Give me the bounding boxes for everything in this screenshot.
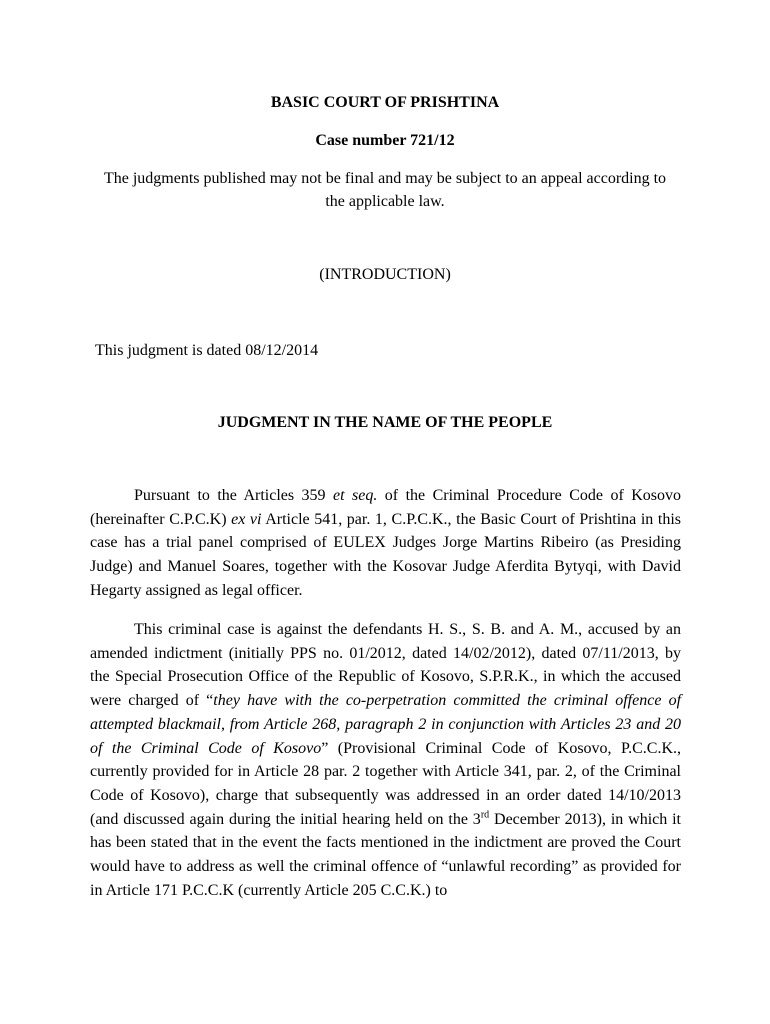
paragraph-text: December 2013), in which it has been stated that in the event the facts mentioned in the indictment are proved the Court would have to address as well the criminal offence of “unlawful recording” as provided for in Article 171 P.C.C.K (currently Article 205 C.C.K.) to bbox=[90, 810, 682, 899]
paragraph-text: ” (Provisional Criminal Code of Kosovo, P.C.C.K., currently provided for in Article 28 par. 2 together with Article 341, par. 2, of the Criminal Code of Kosovo), charge that subsequently was addressed in an order dated 14/10/2013 (and discussed again during the initial hearing held on the 3 bbox=[90, 739, 682, 828]
judgment-heading: JUDGMENT IN THE NAME OF THE PEOPLE bbox=[217, 414, 553, 431]
paragraph-italic-text: ex vi bbox=[231, 510, 262, 528]
paragraph-text: Pursuant to the Articles 359 bbox=[134, 487, 334, 504]
paragraph-panel-composition bbox=[90, 484, 681, 603]
paragraph-italic-text: et seq. bbox=[333, 487, 378, 504]
paragraph-case-against-defendants bbox=[90, 618, 681, 902]
ordinal-superscript: rd bbox=[480, 809, 490, 821]
paragraph-italic-quote: they have with the co-perpetration committed the criminal offence of attempted blackmail, from Article 268, paragraph 2 in conjunction with Articles 23 and 20 of the Criminal Code of Kosovo bbox=[90, 692, 682, 757]
paragraph-text: of the Criminal Procedure Code of Kosovo (hereinafter C.P.C.K) bbox=[90, 487, 681, 528]
publication-disclaimer: The judgments published may not be final and may be subject to an appeal according to the applicable law. bbox=[103, 170, 667, 210]
judgment-date-line: This judgment is dated 08/12/2014 bbox=[95, 342, 319, 359]
introduction-label: (INTRODUCTION) bbox=[319, 266, 451, 283]
paragraph-text: Article 541, par. 1, C.P.C.K., the Basic Court of Prishtina in this case has a trial panel comprised of EULEX Judges Jorge Martins Ribeiro (as Presiding Judge) and Manuel Soares, together with the Kosovar Judge Aferdita Bytyqi, with David Hegarty assigned as legal officer. bbox=[90, 510, 681, 599]
court-title: BASIC COURT OF PRISHTINA bbox=[270, 94, 500, 111]
paragraph-text: This criminal case is against the defendants H. S., S. B. and A. M., accused by an amended indictment (initially PPS no. 01/2012, dated 14/02/2012), dated 07/11/2013, by the Special Prosecution Office of the Republic of Kosovo, S.P.R.K., in which the accused were charged of “ bbox=[90, 621, 681, 710]
case-number: Case number 721/12 bbox=[315, 132, 455, 149]
